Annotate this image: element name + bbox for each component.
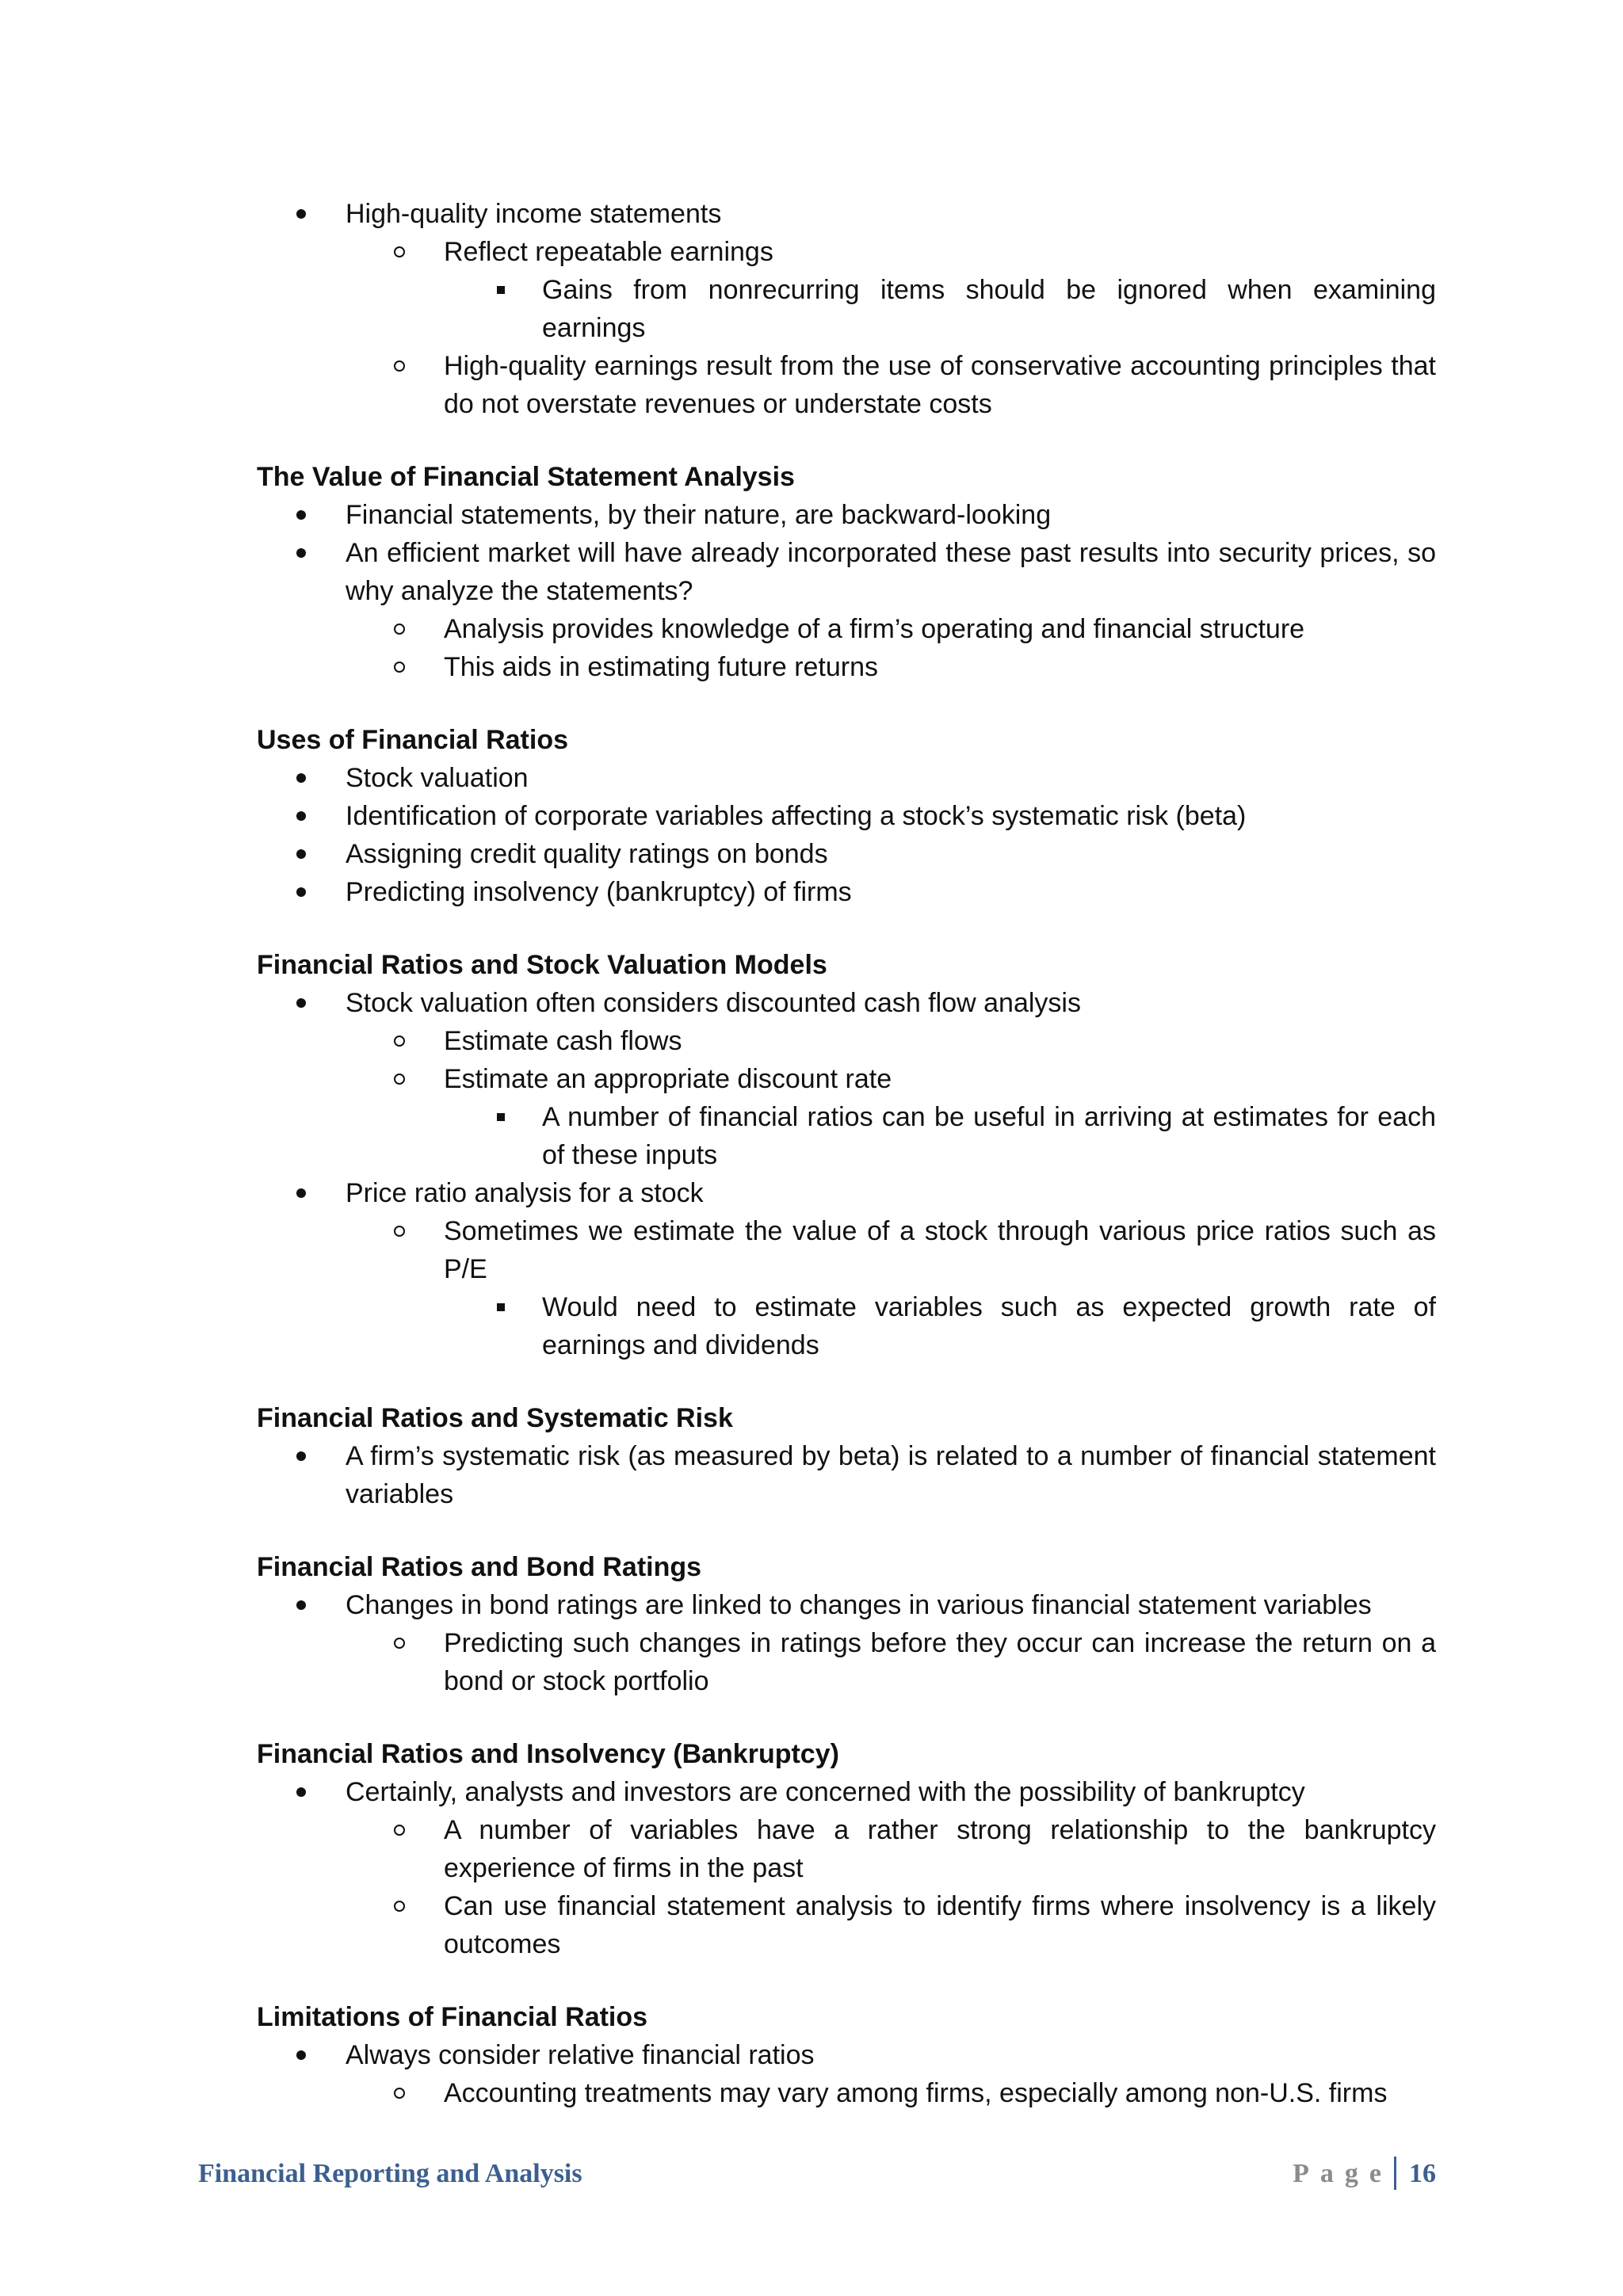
list-item-text: Identification of corporate variables affecting a stock’s systematic risk (beta) xyxy=(346,801,1247,831)
list-item-text: A number of variables have a rather strong relationship to the bankruptcy experience of firms in the past xyxy=(444,1815,1436,1883)
page-label: Page xyxy=(1293,2159,1392,2188)
list-item-text: Accounting treatments may vary among firms, especially among non-U.S. firms xyxy=(444,2078,1388,2108)
list-item-text: Price ratio analysis for a stock xyxy=(346,1178,704,1208)
list-item-text: Assigning credit quality ratings on bonds xyxy=(346,839,828,869)
bullet-dot-icon xyxy=(296,1600,306,1610)
list-item-text: High-quality earnings result from the use of conservative accounting principles that do not overstate revenues or understate costs xyxy=(444,351,1436,419)
bullet-dot-icon xyxy=(296,209,306,219)
list-item xyxy=(257,1060,1436,1098)
list-item xyxy=(257,873,1436,911)
bullet-dot-icon xyxy=(296,1787,306,1797)
list-item xyxy=(257,984,1436,1022)
value-section xyxy=(257,458,1436,686)
list-item-text: Stock valuation often considers discounted cash flow analysis xyxy=(346,988,1081,1018)
footer-divider xyxy=(1394,2157,1396,2190)
bullet-dot-icon xyxy=(296,1451,306,1461)
bullet-square-icon xyxy=(497,1113,505,1121)
risk-section xyxy=(257,1399,1436,1513)
bond-section xyxy=(257,1548,1436,1700)
uses-section xyxy=(257,721,1436,911)
section-heading: Financial Ratios and Systematic Risk xyxy=(257,1403,733,1433)
list-item xyxy=(257,835,1436,873)
list-item-text: Estimate an appropriate discount rate xyxy=(444,1064,892,1094)
section-heading: Limitations of Financial Ratios xyxy=(257,2002,648,2032)
list-item xyxy=(257,2036,1436,2074)
list-item-text: A firm’s systematic risk (as measured by beta) is related to a number of financial statement variables xyxy=(346,1441,1436,1509)
list-item-text: Estimate cash flows xyxy=(444,1026,682,1056)
list-item-text: Certainly, analysts and investors are concerned with the possibility of bankruptcy xyxy=(346,1777,1305,1807)
bullet-dot-icon xyxy=(296,773,306,783)
section-heading: Financial Ratios and Stock Valuation Models xyxy=(257,950,827,980)
list-item-text: Predicting such changes in ratings before they occur can increase the return on a bond or stock portfolio xyxy=(444,1628,1436,1696)
list-item-text: Financial statements, by their nature, are backward-looking xyxy=(346,500,1052,530)
list-item xyxy=(257,534,1436,610)
list-item xyxy=(257,1586,1436,1624)
list-item xyxy=(257,1212,1436,1288)
document-body xyxy=(257,195,1436,2147)
list-item xyxy=(257,195,1436,233)
list-item xyxy=(257,496,1436,534)
list-item-text: Stock valuation xyxy=(346,763,529,793)
list-item-text: High-quality income statements xyxy=(346,199,722,229)
list-item xyxy=(257,1174,1436,1212)
list-item xyxy=(257,1098,1436,1174)
list-item xyxy=(257,233,1436,271)
section-heading: Uses of Financial Ratios xyxy=(257,725,568,755)
list-item-text: A number of financial ratios can be useful in arriving at estimates for each of these inputs xyxy=(542,1102,1436,1170)
bullet-list xyxy=(257,1437,1436,1513)
bullet-circle-icon xyxy=(394,1074,405,1085)
bullet-dot-icon xyxy=(296,1188,306,1198)
limitations-section xyxy=(257,1998,1436,2112)
bullet-circle-icon xyxy=(394,2088,405,2099)
bullet-circle-icon xyxy=(394,624,405,635)
list-item xyxy=(257,759,1436,797)
bullet-circle-icon xyxy=(394,246,405,257)
list-item-text: Always consider relative financial ratios xyxy=(346,2040,815,2070)
list-item xyxy=(257,1773,1436,1811)
intro-section xyxy=(257,195,1436,423)
list-item-text: Analysis provides knowledge of a firm’s operating and financial structure xyxy=(444,614,1305,644)
bullet-square-icon xyxy=(497,1303,505,1311)
bullet-dot-icon xyxy=(296,811,306,821)
list-item xyxy=(257,1022,1436,1060)
page-indicator xyxy=(1293,2150,1436,2198)
section-heading: Financial Ratios and Insolvency (Bankruptcy) xyxy=(257,1739,839,1769)
bullet-circle-icon xyxy=(394,1825,405,1836)
list-item-text: Reflect repeatable earnings xyxy=(444,237,773,267)
bullet-dot-icon xyxy=(296,887,306,897)
list-item xyxy=(257,1288,1436,1364)
list-item xyxy=(257,797,1436,835)
page-footer xyxy=(198,2150,1436,2198)
bullet-list xyxy=(257,1586,1436,1700)
list-item-text: An efficient market will have already incorporated these past results into security prices, so why analyze the statements? xyxy=(346,538,1436,606)
bullet-circle-icon xyxy=(394,360,405,372)
bullet-circle-icon xyxy=(394,1638,405,1649)
bullet-list xyxy=(257,984,1436,1364)
list-item xyxy=(257,2074,1436,2112)
valuation-section xyxy=(257,946,1436,1364)
bullet-list xyxy=(257,2036,1436,2112)
bullet-dot-icon xyxy=(296,849,306,859)
section-heading: Financial Ratios and Bond Ratings xyxy=(257,1552,702,1582)
page-number: 16 xyxy=(1409,2159,1436,2188)
bullet-circle-icon xyxy=(394,662,405,673)
list-item-text: This aids in estimating future returns xyxy=(444,652,879,682)
insolvency-section xyxy=(257,1735,1436,1963)
list-item xyxy=(257,1437,1436,1513)
bullet-list xyxy=(257,759,1436,911)
list-item xyxy=(257,1624,1436,1700)
list-item-text: Sometimes we estimate the value of a stock through various price ratios such as P/E xyxy=(444,1216,1436,1284)
list-item xyxy=(257,1811,1436,1887)
bullet-dot-icon xyxy=(296,548,306,558)
list-item xyxy=(257,271,1436,347)
list-item xyxy=(257,347,1436,423)
bullet-circle-icon xyxy=(394,1901,405,1912)
bullet-list xyxy=(257,195,1436,423)
list-item-text: Changes in bond ratings are linked to changes in various financial statement variables xyxy=(346,1590,1372,1620)
list-item xyxy=(257,610,1436,648)
section-heading: The Value of Financial Statement Analysis xyxy=(257,462,795,492)
bullet-list xyxy=(257,1773,1436,1963)
bullet-circle-icon xyxy=(394,1226,405,1237)
list-item-text: Can use financial statement analysis to identify firms where insolvency is a likely outcomes xyxy=(444,1891,1436,1959)
bullet-dot-icon xyxy=(296,2050,306,2060)
footer-title: Financial Reporting and Analysis xyxy=(198,2159,582,2188)
bullet-dot-icon xyxy=(296,998,306,1008)
bullet-dot-icon xyxy=(296,510,306,520)
list-item-text: Would need to estimate variables such as expected growth rate of earnings and dividends xyxy=(542,1292,1436,1360)
bullet-circle-icon xyxy=(394,1035,405,1047)
bullet-list xyxy=(257,496,1436,686)
list-item xyxy=(257,648,1436,686)
bullet-square-icon xyxy=(497,286,505,294)
list-item-text: Predicting insolvency (bankruptcy) of firms xyxy=(346,877,852,907)
list-item-text: Gains from nonrecurring items should be ignored when examining earnings xyxy=(542,275,1436,343)
list-item xyxy=(257,1887,1436,1963)
